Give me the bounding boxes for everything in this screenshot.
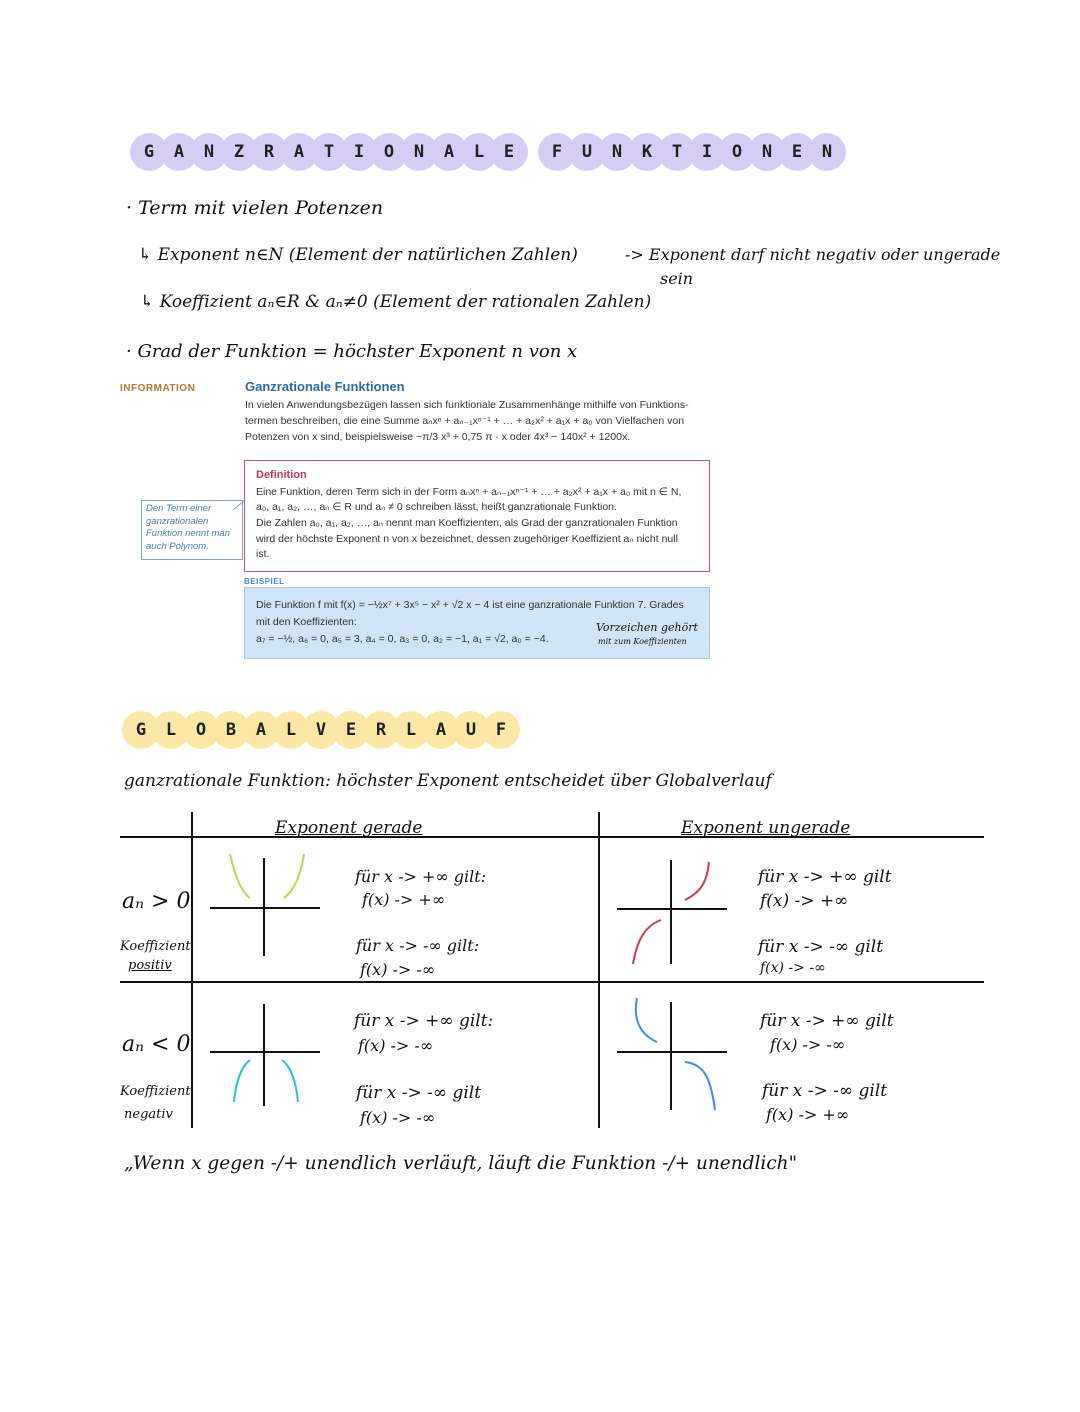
- cell-odd-pos-3: für x -> -∞ gilt: [758, 937, 884, 957]
- side-note-line: auch Polynom.: [146, 540, 209, 552]
- title-letter: Z: [220, 133, 258, 171]
- title-letter: A: [422, 711, 460, 749]
- note-bullet-degree: · Grad der Funktion = höchster Exponent n von x: [126, 341, 578, 362]
- title-letter: E: [490, 133, 528, 171]
- info-label: INFORMATION: [120, 383, 196, 394]
- side-note-line: Funktion nennt man: [146, 528, 230, 539]
- row2-sub-1: Koeffizient: [120, 1084, 191, 1099]
- definition-line-4: wird der höchste Exponent n von x bezeichnet, dessen zugehöriger Koeffizient aₙ nicht null: [256, 533, 678, 545]
- title-letter: O: [370, 133, 408, 171]
- table-top-line: [120, 836, 984, 838]
- title-letter: N: [400, 133, 438, 171]
- table-mid-line: [120, 981, 984, 983]
- info-intro-3: Potenzen von x sind, beispielsweise −π/3 x³ + 0,75 π · x oder 4x³ − 140x² + 1200x.: [245, 431, 631, 443]
- title-letter: T: [658, 133, 696, 171]
- side-note-line: ganzrationalen: [146, 515, 209, 527]
- title-letter: L: [152, 711, 190, 749]
- note-exponent-rule-2: sein: [660, 269, 694, 288]
- title-letter: A: [430, 133, 468, 171]
- definition-line-1: Eine Funktion, deren Term sich in der Form aₙxⁿ + aₙ₋₁xⁿ⁻¹ + … + a₂x² + a₁x + a₀ mit n ∈ N,: [256, 486, 682, 498]
- title-letter: L: [272, 711, 310, 749]
- title-funktionen: [538, 133, 838, 171]
- title-letter: T: [310, 133, 348, 171]
- title-letter: E: [778, 133, 816, 171]
- col-header-odd: Exponent ungerade: [681, 818, 851, 838]
- title-letter: E: [332, 711, 370, 749]
- title-globalverlauf: [122, 711, 512, 749]
- cell-even-neg-3: für x -> -∞ gilt: [356, 1083, 482, 1103]
- title-letter: F: [538, 133, 576, 171]
- title-letter: I: [688, 133, 726, 171]
- title-letter: B: [212, 711, 250, 749]
- info-title: Ganzrationale Funktionen: [245, 379, 405, 394]
- note-bullet-terms: · Term mit vielen Potenzen: [126, 197, 384, 219]
- row1-sub-1: Koeffizient: [120, 939, 191, 954]
- title-letter: O: [718, 133, 756, 171]
- title-letter: K: [628, 133, 666, 171]
- side-note-line: Den Term einer: [146, 503, 212, 514]
- title-letter: N: [190, 133, 228, 171]
- row2-sub-2: negativ: [124, 1107, 173, 1122]
- example-line-2: mit den Koeffizienten:: [256, 616, 357, 628]
- cell-even-pos-4: f(x) -> -∞: [360, 960, 436, 979]
- definition-line-3: Die Zahlen a₀, a₁, a₂, …, aₙ nennt man Koeffizienten, als Grad der ganzrationalen Funktion: [256, 517, 678, 529]
- title-letter: U: [452, 711, 490, 749]
- summary-quote: „Wenn x gegen -/+ unendlich verläuft, läuft die Funktion -/+ unendlich": [124, 1153, 798, 1174]
- cell-even-neg-1: für x -> +∞ gilt:: [354, 1011, 494, 1031]
- cell-odd-neg-4: f(x) -> +∞: [766, 1105, 850, 1124]
- example-line-3: a₇ = −½, a₆ = 0, a₅ = 3, a₄ = 0, a₃ = 0, a₂ = −1, a₁ = √2, a₀ = −4.: [256, 633, 549, 645]
- cell-even-neg-4: f(x) -> -∞: [360, 1108, 436, 1127]
- graph-even-positive: [208, 850, 322, 960]
- row2-label: aₙ < 0: [122, 1032, 191, 1057]
- cell-even-neg-2: f(x) -> -∞: [358, 1036, 434, 1055]
- title-letter: R: [250, 133, 288, 171]
- title-letter: R: [362, 711, 400, 749]
- title-letter: N: [748, 133, 786, 171]
- title-letter: G: [122, 711, 160, 749]
- row1-label: aₙ > 0: [122, 889, 191, 914]
- title-letter: G: [130, 133, 168, 171]
- table-col-line-1: [191, 812, 193, 1128]
- example-handwritten-note-1: Vorzeichen gehört: [596, 621, 698, 634]
- graph-even-negative: [208, 1002, 322, 1110]
- cell-odd-neg-3: für x -> -∞ gilt: [762, 1081, 888, 1101]
- title-letter: A: [280, 133, 318, 171]
- col-header-even: Exponent gerade: [275, 818, 423, 838]
- cell-even-pos-2: f(x) -> +∞: [362, 890, 446, 909]
- example-line-1: Die Funktion f mit f(x) = −½x⁷ + 3x⁵ − x² + √2 x − 4 ist eine ganzrationale Funktion 7. Grades: [256, 599, 684, 611]
- definition-line-5: ist.: [256, 548, 270, 560]
- title-letter: A: [160, 133, 198, 171]
- cell-even-pos-1: für x -> +∞ gilt:: [355, 867, 487, 886]
- title-letter: N: [808, 133, 846, 171]
- cell-even-pos-3: für x -> -∞ gilt:: [356, 936, 480, 955]
- title-letter: L: [460, 133, 498, 171]
- title-letter: A: [242, 711, 280, 749]
- graph-odd-negative: [615, 994, 729, 1114]
- definition-title: Definition: [256, 469, 307, 481]
- info-intro-1: In vielen Anwendungsbezügen lassen sich funktionale Zusammenhänge mithilfe von Funktions-: [245, 399, 689, 411]
- example-handwritten-note-2: mit zum Koeffizienten: [598, 637, 687, 646]
- title-letter: N: [598, 133, 636, 171]
- row1-sub-2: positiv: [128, 958, 172, 973]
- cell-odd-pos-1: für x -> +∞ gilt: [758, 867, 892, 887]
- graph-odd-positive: [615, 856, 729, 968]
- note-exponent: ↳ Exponent n∈N (Element der natürlichen Zahlen): [138, 245, 578, 265]
- side-note-polynom: [141, 500, 243, 560]
- title-letter: I: [340, 133, 378, 171]
- example-label: BEISPIEL: [244, 577, 285, 586]
- title-letter: O: [182, 711, 220, 749]
- global-subtitle: ganzrationale Funktion: höchster Exponent entscheidet über Globalverlauf: [124, 771, 772, 791]
- title-letter: V: [302, 711, 340, 749]
- title-ganzrationale: [130, 133, 520, 171]
- note-exponent-rule: -> Exponent darf nicht negativ oder ungerade: [625, 245, 1001, 264]
- note-coefficient: ↳ Koeffizient aₙ∈R & aₙ≠0 (Element der rationalen Zahlen): [140, 292, 652, 312]
- definition-line-2: a₀, a₁, a₂, …, aₙ ∈ R und aₙ ≠ 0 schreiben lässt, heißt ganzrationale Funktion.: [256, 501, 617, 513]
- side-note-pointer: [232, 498, 246, 518]
- cell-odd-neg-1: für x -> +∞ gilt: [760, 1011, 894, 1031]
- info-intro-2: termen beschreiben, die eine Summe aₙxⁿ + aₙ₋₁xⁿ⁻¹ + … + a₂x² + a₁x + a₀ von Vielfachen von: [245, 415, 685, 427]
- cell-odd-pos-2: f(x) -> +∞: [760, 891, 849, 911]
- cell-odd-pos-4: f(x) -> -∞: [760, 960, 826, 976]
- title-letter: L: [392, 711, 430, 749]
- title-letter: U: [568, 133, 606, 171]
- cell-odd-neg-2: f(x) -> -∞: [770, 1035, 846, 1054]
- table-col-line-2: [598, 812, 600, 1128]
- title-letter: F: [482, 711, 520, 749]
